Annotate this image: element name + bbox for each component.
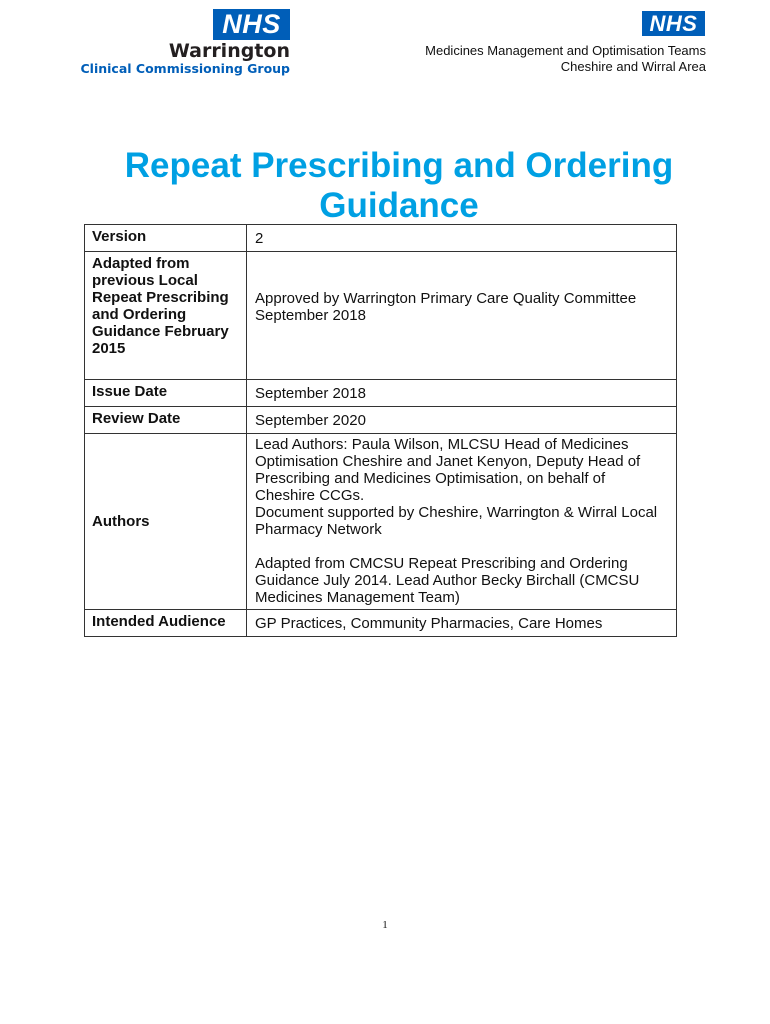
row-value: GP Practices, Community Pharmacies, Care Homes (247, 610, 677, 637)
team-area: Cheshire and Wirral Area (560, 59, 706, 74)
row-label: Intended Audience (85, 610, 247, 637)
document-info-table (84, 224, 677, 637)
row-label: Review Date (85, 407, 247, 434)
row-value: Approved by Warrington Primary Care Quality Committee September 2018 (247, 252, 677, 380)
table-row-intended-audience (85, 610, 677, 637)
row-label: Version (85, 225, 247, 252)
table-row-issue-date (85, 380, 677, 407)
row-value: September 2018 (247, 380, 677, 407)
org-name: Warrington (168, 40, 290, 62)
row-value: Lead Authors: Paula Wilson, MLCSU Head of Medicines Optimisation Cheshire and Janet Kenyon, Deputy Head of Prescribing and Medicines Optimisation, on behalf of Cheshire CCGs. Document supported by Cheshire, Warrington & Wirral Local Pharmacy Network Adapted from CMCSU Repeat Prescribing and Ordering Guidance July 2014. Lead Author Becky Birchall (CMCSU Medicines Management Team) (247, 434, 677, 610)
org-subtitle: Clinical Commissioning Group (80, 61, 290, 76)
table-row-review-date (85, 407, 677, 434)
page-number: 1 (382, 919, 388, 931)
nhs-logo-right: NHS (642, 11, 705, 36)
nhs-logo-left: NHS (213, 9, 290, 40)
row-value: September 2020 (247, 407, 677, 434)
table-row-adapted-from (85, 252, 677, 380)
row-label: Issue Date (85, 380, 247, 407)
document-title: Repeat Prescribing and Ordering Guidance (124, 146, 674, 225)
row-label: Adapted from previous Local Repeat Prescribing and Ordering Guidance February 2015 (85, 252, 247, 380)
row-label: Authors (85, 434, 247, 610)
table-row-authors (85, 434, 677, 610)
row-value: 2 (247, 225, 677, 252)
team-name: Medicines Management and Optimisation Teams (425, 43, 706, 58)
table-row-version (85, 225, 677, 252)
